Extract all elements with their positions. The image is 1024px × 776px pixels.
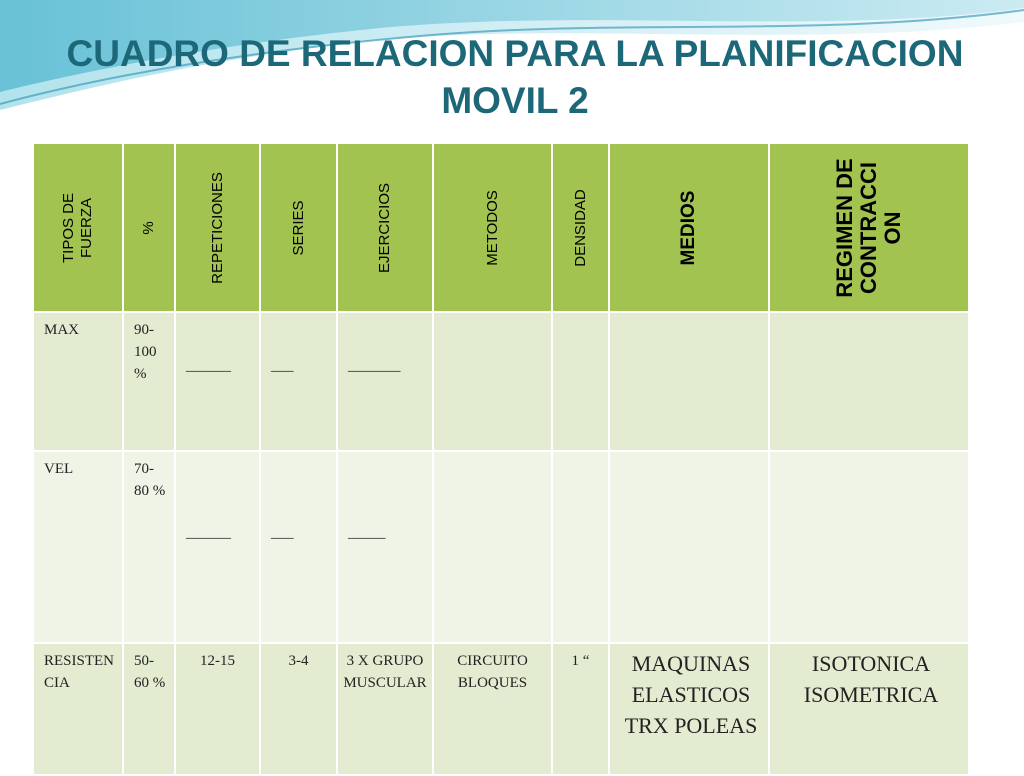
table-cell: 3-4 bbox=[260, 643, 337, 775]
header-tipos-de-fuerza: TIPOS DE FUERZA bbox=[33, 143, 123, 312]
table-cell: 3 X GRUPO MUSCULAR bbox=[337, 643, 433, 775]
table-cell: MAQUINAS ELASTICOS TRX POLEAS bbox=[609, 643, 769, 775]
table-cell bbox=[433, 312, 552, 451]
table-cell bbox=[609, 451, 769, 643]
table-cell: 70-80 % bbox=[123, 451, 175, 643]
header-densidad: DENSIDAD bbox=[552, 143, 609, 312]
table-cell bbox=[609, 312, 769, 451]
table-cell: ___ bbox=[260, 312, 337, 451]
header-series: SERIES bbox=[260, 143, 337, 312]
header-medios: MEDIOS bbox=[609, 143, 769, 312]
header-ejercicios: EJERCICIOS bbox=[337, 143, 433, 312]
table-cell: ISOTONICA ISOMETRICA bbox=[769, 643, 969, 775]
planning-table bbox=[32, 142, 970, 776]
table-cell bbox=[552, 451, 609, 643]
table-row-max bbox=[33, 312, 969, 451]
table-cell bbox=[433, 451, 552, 643]
table-cell bbox=[552, 312, 609, 451]
table-cell: VEL bbox=[33, 451, 123, 643]
table-cell: 50-60 % bbox=[123, 643, 175, 775]
table-cell: 12-15 bbox=[175, 643, 260, 775]
table-cell: MAX bbox=[33, 312, 123, 451]
table-cell: CIRCUITO BLOQUES bbox=[433, 643, 552, 775]
table-row-resistencia bbox=[33, 643, 969, 775]
header-repeticiones: REPETICIONES bbox=[175, 143, 260, 312]
header-percent: % bbox=[123, 143, 175, 312]
table-cell: ___ bbox=[260, 451, 337, 643]
table-cell: ______ bbox=[175, 312, 260, 451]
table-cell bbox=[769, 312, 969, 451]
slide-title bbox=[40, 30, 990, 124]
header-row bbox=[33, 143, 969, 312]
header-regimen: REGIMEN DE CONTRACCION bbox=[769, 143, 969, 312]
title-line-2: MOVIL 2 bbox=[441, 80, 589, 121]
table-cell: 1 “ bbox=[552, 643, 609, 775]
title-line-1: CUADRO DE RELACION PARA LA PLANIFICACION bbox=[66, 33, 964, 74]
table-row-vel bbox=[33, 451, 969, 643]
header-metodos: METODOS bbox=[433, 143, 552, 312]
table-cell: _______ bbox=[337, 312, 433, 451]
table-cell bbox=[769, 451, 969, 643]
table-cell: ______ bbox=[175, 451, 260, 643]
table-cell: _____ bbox=[337, 451, 433, 643]
table-cell: RESISTENCIA bbox=[33, 643, 123, 775]
table-cell: 90-100 % bbox=[123, 312, 175, 451]
